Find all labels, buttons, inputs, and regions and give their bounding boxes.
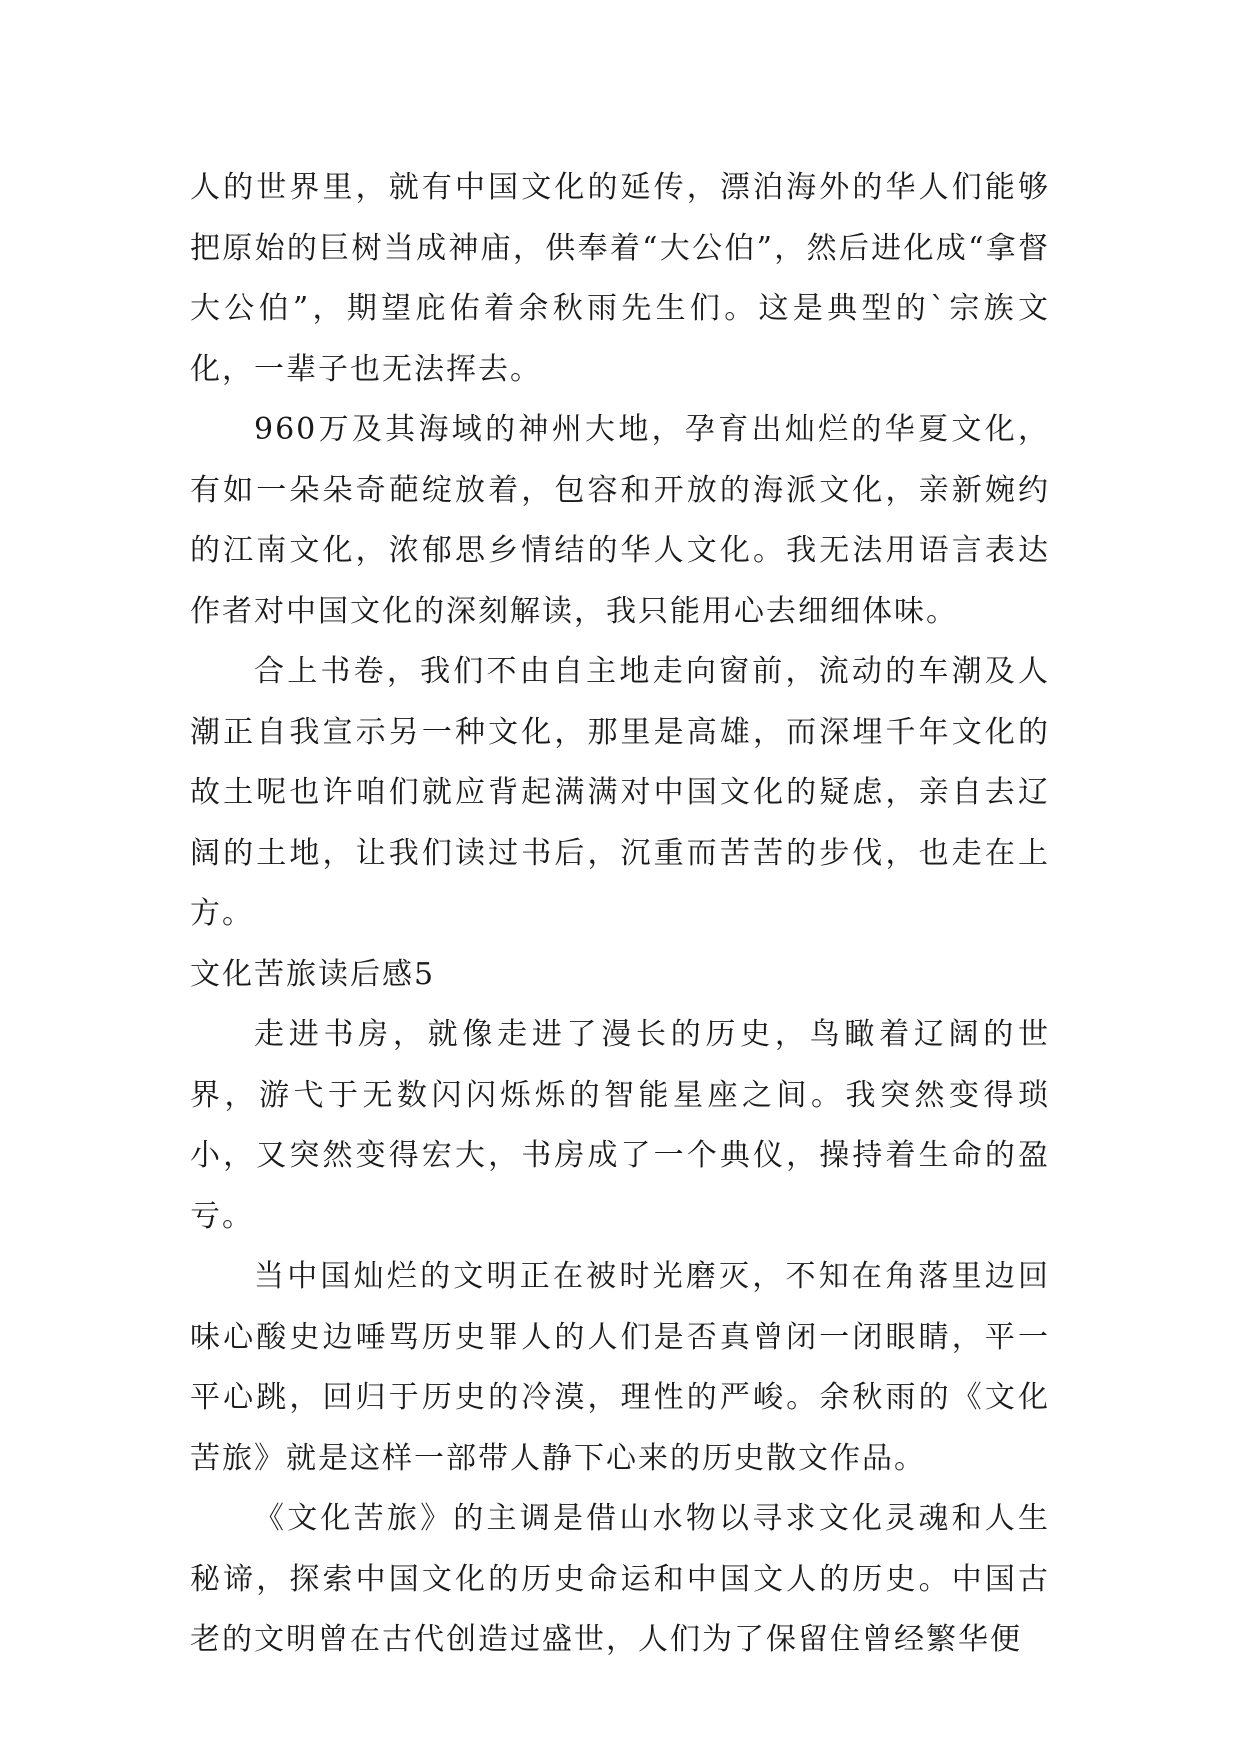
paragraph: 960万及其海域的神州大地，孕育出灿烂的华夏文化，有如一朵朵奇葩绽放着，包容和开放的海派文化，亲新婉约的江南文化，浓郁思乡情结的华人文化。我无法用语言表达作者对中国文化的深刻解读，我只能用心去细细体味。	[190, 412, 1050, 629]
paragraph: 《文化苦旅》的主调是借山水物以寻求文化灵魂和人生秘谛，探索中国文化的历史命运和中国文人的历史。中国古老的文明曾在古代创造过盛世，人们为了保留住曾经繁华便	[190, 1501, 1050, 1657]
paragraph: 当中国灿烂的文明正在被时光磨灭，不知在角落里边回味心酸史边唾骂历史罪人的人们是否真曾闭一闭眼睛，平一平心跳，回归于历史的冷漠，理性的严峻。余秋雨的《文化苦旅》就是这样一部带人静下心来的历史散文作品。	[190, 1259, 1050, 1476]
paragraph: 人的世界里，就有中国文化的延传，漂泊海外的华人们能够把原始的巨树当成神庙，供奉着“大公伯”，然后进化成“拿督大公伯”，期望庇佑着余秋雨先生们。这是典型的`宗族文化，一辈子也无法挥去。	[190, 170, 1050, 387]
document-body	[190, 158, 1050, 1671]
section-heading: 文化苦旅读后感5	[190, 956, 436, 992]
paragraph: 合上书卷，我们不由自主地走向窗前，流动的车潮及人潮正自我宣示另一种文化，那里是高雄，而深埋千年文化的故土呢也许咱们就应背起满满对中国文化的疑虑，亲自去辽阔的土地，让我们读过书后，沉重而苦苦的步伐，也走在上方。	[190, 654, 1050, 931]
paragraph: 走进书房，就像走进了漫长的历史，鸟瞰着辽阔的世界，游弋于无数闪闪烁烁的智能星座之间。我突然变得琐小，又突然变得宏大，书房成了一个典仪，操持着生命的盈亏。	[190, 1017, 1050, 1234]
